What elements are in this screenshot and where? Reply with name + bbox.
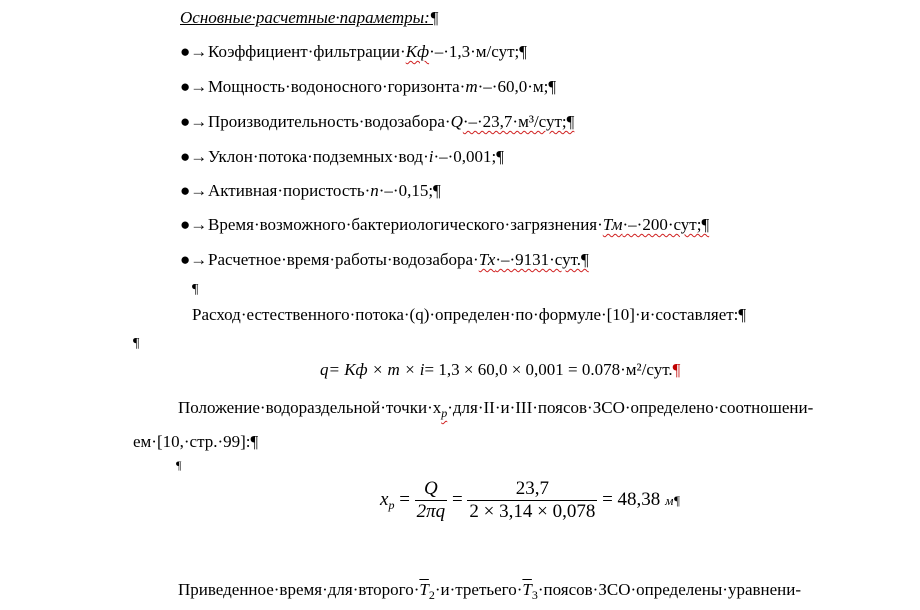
param-label: Коэффициент·фильтрации·	[208, 42, 406, 61]
formula-unit: м¶	[665, 492, 681, 508]
list-item	[180, 215, 709, 235]
param-symbol: m	[465, 77, 478, 96]
param-label: Время·возможного·бактериологического·загрязнения·	[208, 215, 603, 234]
param-label: Производительность·водозабора·	[208, 112, 451, 131]
fraction-numerator: Q	[424, 478, 438, 499]
param-label: Расчетное·время·работы·водозабора·	[208, 250, 479, 269]
para-text: ·и·третьего·	[434, 580, 523, 599]
equals-sign: =	[399, 488, 410, 510]
bullet-icon: ●→	[180, 250, 208, 269]
param-symbol: Тх	[478, 250, 496, 269]
formula-rhs: = 1,3 × 60,0 × 0,001 = 0.078·м²/сут.	[424, 360, 673, 379]
param-symbol: Тм	[602, 215, 623, 234]
param-value: ·–·0,001;¶	[433, 147, 504, 166]
paragraph-watershed	[178, 398, 813, 421]
list-item	[180, 250, 589, 270]
param-value: ·–·9131·сут.¶	[495, 250, 589, 269]
param-symbol: n	[370, 181, 379, 200]
subscript: 2	[428, 588, 435, 602]
paragraph-reduced-time	[178, 580, 801, 603]
list-item	[180, 181, 441, 201]
param-value: ·–·200·сут;¶	[622, 215, 710, 234]
param-symbol: i	[428, 147, 434, 166]
bullet-icon: ●→	[180, 181, 208, 200]
param-value: ·–·23,7·м³/сут;¶	[462, 112, 575, 131]
list-item	[180, 77, 556, 97]
fraction-numeric	[467, 478, 597, 523]
bullet-icon: ●→	[180, 147, 208, 166]
fraction-numerator: 23,7	[515, 478, 549, 499]
subscript: p	[388, 497, 395, 512]
time-symbol: $\overline{T}$	[522, 580, 532, 599]
param-symbol: Q	[450, 112, 463, 131]
bullet-icon: ●→	[180, 112, 208, 131]
para-text: ·для·II·и·III·поясов·ЗСО·определено·соотношени-	[447, 398, 814, 417]
param-label: Уклон·потока·подземных·вод·	[208, 147, 429, 166]
bullet-icon: ●→	[180, 77, 208, 96]
equals-sign: =	[451, 488, 463, 510]
section-heading: Основные·расчетные·параметры:¶	[180, 8, 439, 27]
para-text: Приведенное·время·для·второго·	[178, 580, 420, 599]
param-value: ·–·1,3·м/сут;¶	[429, 42, 527, 61]
param-symbol: Кф	[405, 42, 430, 61]
list-item	[180, 112, 574, 132]
paragraph-mark: ¶	[672, 360, 681, 379]
formula-watershed	[380, 478, 680, 523]
fraction-denominator: 2πq	[416, 501, 446, 522]
param-label: Активная·пористость·	[208, 181, 371, 200]
paragraph-flow-rate: Расход·естественного·потока·(q)·определен·по·формуле·[10]·и·составляет:¶	[192, 305, 747, 324]
formula-var: x	[380, 488, 389, 510]
bullet-icon: ●→	[180, 215, 208, 234]
empty-paragraph-mark: ¶	[133, 336, 140, 351]
time-symbol: $\overline{T}$	[419, 580, 429, 599]
para-text: ·поясов·ЗСО·определены·уравнени-	[537, 580, 802, 599]
param-label: Мощность·водоносного·горизонта·	[208, 77, 466, 96]
empty-paragraph-mark: ¶	[192, 282, 199, 297]
bullet-icon: ●→	[180, 42, 208, 61]
subscript: p	[441, 406, 448, 420]
para-text: Положение·водораздельной·точки·x	[178, 398, 442, 417]
empty-paragraph-mark: ¶	[176, 458, 182, 472]
param-value: ·–·60,0·м;¶	[477, 77, 557, 96]
list-item	[180, 42, 527, 62]
list-item	[180, 147, 504, 167]
paragraph-watershed-line2: ем·[10,·стр.·99]:¶	[133, 432, 259, 451]
formula-flow-rate	[320, 360, 680, 380]
param-value: ·–·0,15;¶	[378, 181, 441, 200]
subscript: 3	[531, 588, 538, 602]
formula-result: = 48,38	[602, 488, 661, 510]
formula-lhs: q= Кф × m × i	[320, 360, 425, 379]
fraction-symbolic	[415, 478, 448, 523]
fraction-denominator: 2 × 3,14 × 0,078	[469, 501, 596, 522]
